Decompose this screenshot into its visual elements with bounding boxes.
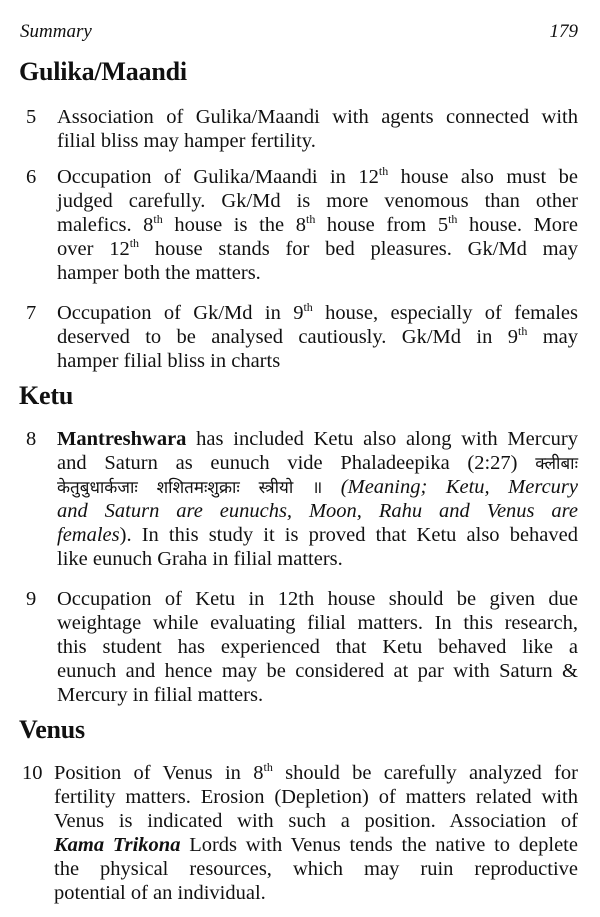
text-line: and Saturn are eunuchs, Moon, Rahu and Venus are <box>57 500 578 522</box>
item-number: 8 <box>26 428 37 450</box>
item-text <box>54 761 578 905</box>
text-line: hamper both the matters. <box>57 262 261 284</box>
text-line: like eunuch Graha in filial matters. <box>57 548 343 570</box>
section-heading-ketu: Ketu <box>19 381 74 410</box>
text-line: potential of an individual. <box>54 882 266 904</box>
text-line: eunuch and hence may be considered at par with Saturn & <box>57 660 578 682</box>
text-line: deserved to be analysed cautiously. Gk/Md in 9th may <box>57 324 578 348</box>
running-title: Summary <box>20 21 92 42</box>
item-text <box>57 301 578 373</box>
text-line: judged carefully. Gk/Md is more venomous than other <box>57 190 578 212</box>
text-line: Mercury in filial matters. <box>57 684 264 706</box>
text-line: fertility matters. Erosion (Depletion) of matters related with <box>54 786 578 808</box>
item-number: 10 <box>22 762 43 784</box>
sanskrit-text: केतुबुधार्कजाः शशितमःशुक्राः स्त्रीयो ॥ <box>57 478 323 498</box>
item-number: 5 <box>26 106 37 128</box>
text-line: केतुबुधार्कजाः शशितमःशुक्राः स्त्रीयो ॥ (Meaning; Ketu, Mercury <box>57 476 578 498</box>
item-text <box>57 427 578 571</box>
term-kama-trikona: Kama Trikona <box>54 834 181 856</box>
text-line: the physical resources, which may ruin reproductive <box>54 858 578 880</box>
item-number: 6 <box>26 166 37 188</box>
text-line: females). In this study it is proved that Ketu also behaved <box>57 524 578 546</box>
text-line: Venus is indicated with such a position. Association of <box>54 810 578 832</box>
section-heading-venus: Venus <box>19 715 85 744</box>
text-line: Occupation of Gk/Md in 9th house, especially of females <box>57 300 578 324</box>
text-line: hamper filial bliss in charts <box>57 350 281 372</box>
item-text <box>57 105 578 153</box>
text-line: Occupation of Gulika/Maandi in 12th house also must be <box>57 164 578 188</box>
item-text <box>57 165 578 285</box>
section-heading-gulika-maandi: Gulika/Maandi <box>19 57 187 86</box>
text-line: Position of Venus in 8th should be carefully analyzed for <box>54 760 578 784</box>
text-line: this student has experienced that Ketu behaved like a <box>57 636 578 658</box>
page-number: 179 <box>549 21 578 42</box>
text-line: Association of Gulika/Maandi with agents connected with <box>57 106 578 128</box>
text-line: and Saturn as eunuch vide Phaladeepika (2:27) क्लीबाः <box>57 452 579 474</box>
item-number: 7 <box>26 302 37 324</box>
text-line: Occupation of Ketu in 12th house should be given due <box>57 588 578 610</box>
item-number: 9 <box>26 588 37 610</box>
author-name: Mantreshwara <box>57 428 187 450</box>
text-line: weightage while evaluating filial matters. In this research, <box>57 612 578 634</box>
text-line: filial bliss may hamper fertility. <box>57 130 316 152</box>
text-line: malefics. 8th house is the 8th house from 5th house. More <box>57 212 578 236</box>
item-text <box>57 587 578 707</box>
sanskrit-text: क्लीबाः <box>535 454 579 474</box>
text-line: Mantreshwara has included Ketu also along with Mercury <box>57 428 578 450</box>
text-line: over 12th house stands for bed pleasures. Gk/Md may <box>57 236 578 260</box>
text-line: Kama Trikona Lords with Venus tends the native to deplete <box>54 834 578 856</box>
running-header <box>20 20 578 44</box>
